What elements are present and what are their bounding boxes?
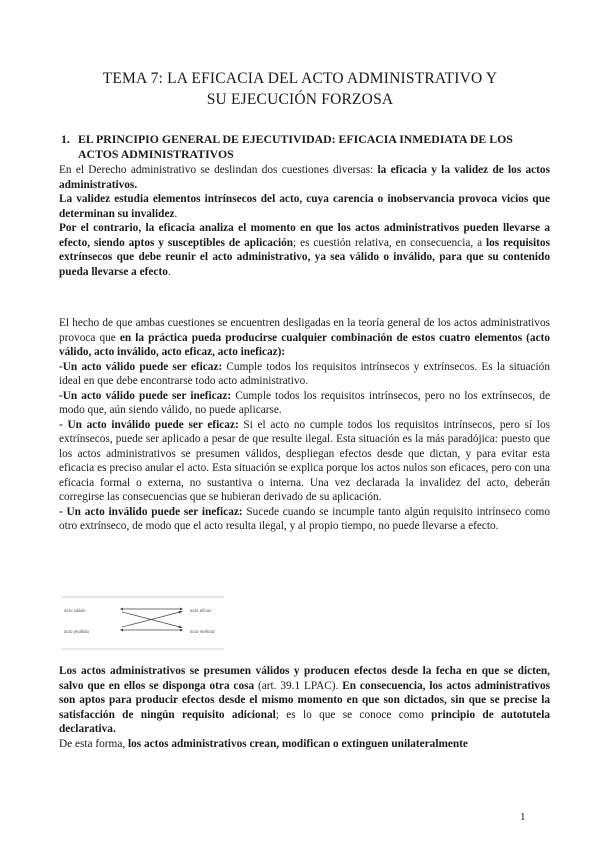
paragraph-5: Los actos administrativos se presumen válidos y producen efectos desde la fecha en que se dicten, salvo que en ellos se disponga otra cosa (art. 39.1 LPAC). En consecuencia, los actos administrativos son aptos para producir efectos desde el mismo momento en que son dictados, sin que se precise la satisfacción de ningún requisito adicional; es lo que se conoce como principio de autotutela declarativa. [59, 665, 551, 735]
arrowhead-4 [179, 611, 184, 614]
body-text-combinations [59, 316, 550, 534]
page-number: 1 [520, 811, 526, 823]
combination-diagram [62, 596, 224, 650]
diagram-label-valid: acto válido [64, 608, 86, 613]
section-heading [61, 132, 541, 162]
section-title-line-2: ACTOS ADMINISTRATIVOS [78, 147, 234, 161]
paragraph-3: Por el contrario, la eficacia analiza el momento en que los actos administrativos pueden llevarse a efecto, siendo aptos y susceptibles de aplicación; es cuestión relativa, en consecuencia, a los requisitos extrínsecos que debe reunir el acto administrativo, ya sea válido o inválido, para que su contenido pueda llevarse a efecto. [59, 222, 550, 278]
combination-invalid-ineffective: - Un acto inválido puede ser ineficaz: Sucede cuando se incumple tanto algún requisito intrínseco como otro extrínseco, de modo que el acto resulta ilegal, y al propio tiempo, no puede llevarse a efecto. [59, 505, 550, 532]
paragraph-1: En el Derecho administrativo se deslindan dos cuestiones diversas: la eficacia y la validez de los actos administrativos. [59, 164, 550, 191]
combination-valid-ineffective: -Un acto válido puede ser ineficaz: Cumple todos los requisitos intrínsecos, pero no los extrínsecos, de modo que, aún siendo válido, no puede aplicarse. [59, 389, 550, 416]
body-text-top [59, 163, 550, 279]
arrowhead-3 [179, 626, 184, 629]
combination-invalid-effective: - Un acto inválido puede ser eficaz: Si el acto no cumple todos los requisitos intrínsecos, pero sí los extrínsecos, puede ser aplicado a pesar de que resulte ilegal. Esta situación es la más paradójica: puesto que los actos administrativos se presumen válidos, despliegan efectos desde que dictan, y para evitar esta eficacia es preciso anular el acto. Esta situación se explica porque los actos nulos son eficaces, pero con una eficacia formal o externa, no sustantiva o interna. Una vez declarada la invalidez del acto, deberán corregirse las consecuencias que se hubieran derivado de su aplicación. [59, 418, 550, 503]
title-line-1: TEMA 7: LA EFICACIA DEL ACTO ADMINISTRATIVO Y [102, 70, 498, 87]
arrowhead-2 [180, 629, 183, 632]
diagram-label-effective: acto eficaz [190, 608, 212, 613]
body-text-bottom [59, 664, 550, 751]
paragraph-6: De esta forma, los actos administrativos crean, modifican o extinguen unilateralmente [59, 737, 468, 750]
diagram-label-ineffective: acto ineficaz [190, 629, 216, 634]
arrowhead-1 [180, 608, 183, 611]
section-title-line-1: EL PRINCIPIO GENERAL DE EJECUTIVIDAD: EFICACIA INMEDIATA DE LOS [78, 132, 513, 146]
paragraph-4: El hecho de que ambas cuestiones se encuentren desligadas en la teoría general de los actos administrativos provoca que en la práctica pueda producirse cualquier combinación de estos cuatro elementos (acto válido, acto inválido, acto eficaz, acto ineficaz): [59, 317, 551, 358]
combination-valid-effective: -Un acto válido puede ser eficaz: Cumple todos los requisitos intrínsecos y extrínsecos. Es la situación ideal en que debe encontrarse todo acto administrativo. [59, 360, 550, 387]
section-number: 1. [61, 132, 70, 146]
diagram-label-invalid: acto inválido [64, 629, 90, 634]
document-title [0, 68, 600, 110]
arrowhead-5 [120, 608, 123, 611]
arrowhead-6 [120, 629, 123, 632]
title-line-2: SU EJECUCIÓN FORZOSA [206, 91, 394, 108]
paragraph-2: La validez estudia elementos intrínsecos del acto, cuya carencia o inobservancia provoca vicios que determinan su invalidez. [59, 193, 550, 220]
